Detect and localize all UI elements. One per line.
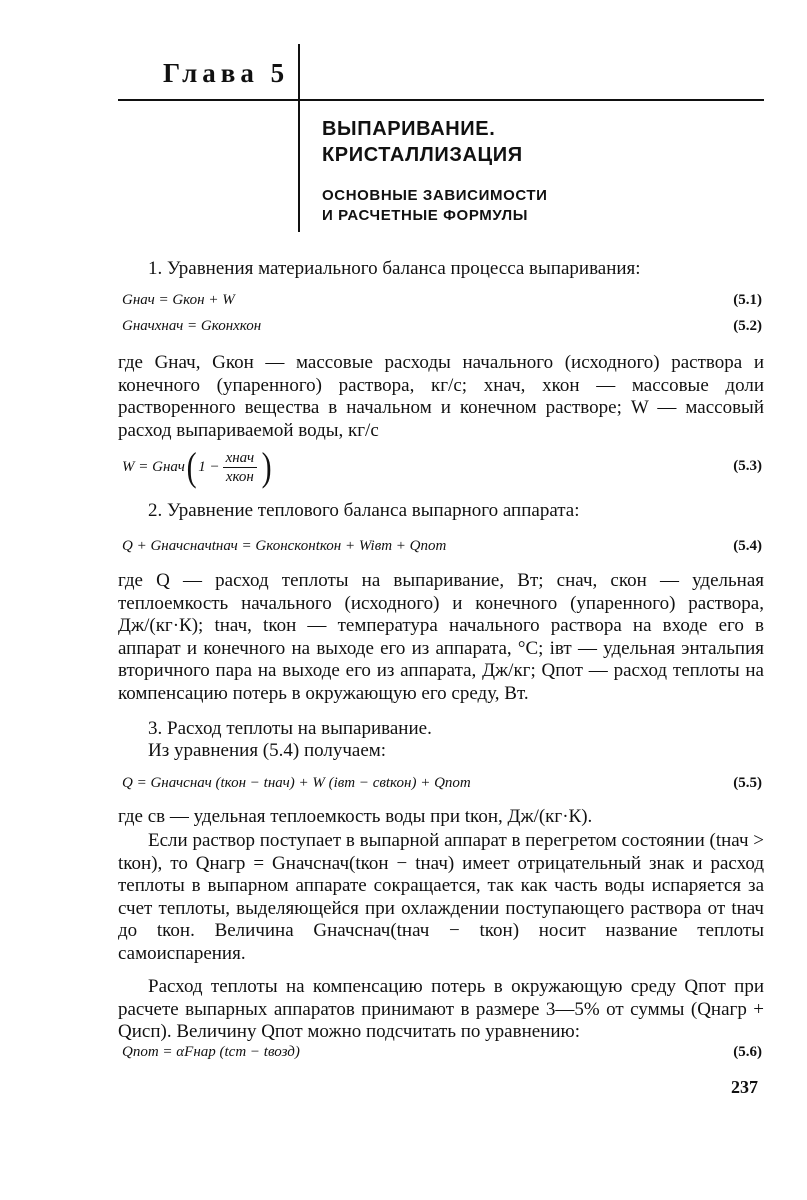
formula-5-4: Q + Gначcначtнач = Gконcконtкон + Wiвт + Qпот	[122, 538, 447, 554]
chapter-label: Глава 5	[163, 58, 290, 88]
formula-5-1: Gнач = Gкон + W	[122, 292, 235, 308]
paragraph-9: Расход теплоты на компенсацию потерь в окружающую среду Qпот при расчете выпарных аппаратов принимают в размере 3—5% от суммы (Qнагр + Qисп). Величину Qпот можно подсчитать по уравнению:	[118, 976, 764, 1042]
header-vertical-rule	[298, 44, 300, 232]
paragraph-8: Если раствор поступает в выпарной аппарат в перегретом состоянии (tнач > tкон), то Qнагр = Gначcнач(tкон − tнач) имеет отрицательный знак и расход теплоты в выпарном аппарате сокращается, так как часть воды испаряется за счет теплоты, выделяющейся при охлаждении поступающего раствора от tнач до tкон. Величина Gначcнач(tнач − tкон) носит название теплоты самоиспарения.	[118, 830, 764, 964]
paragraph-2: где Gнач, Gкон — массовые расходы начального (исходного) раствора и конечного (упаренного) раствора, кг/с; xнач, xкон — массовые доли растворенного вещества в начальном и конечном растворе; W — массовый расход выпариваемой воды, кг/с	[118, 352, 764, 441]
left-paren: (	[186, 444, 197, 489]
formula-5-3	[122, 444, 273, 489]
formula-5-5: Q = Gначcнач (tкон − tнач) + W (iвт − cвtкон) + Qпот	[122, 775, 471, 791]
formula-number-5-2: (5.2)	[733, 318, 762, 334]
paragraph-1: 1. Уравнения материального баланса процесса выпаривания:	[148, 258, 641, 279]
paragraph-4: где Q — расход теплоты на выпаривание, Вт; cнач, cкон — удельная теплоемкость начального (исходного) и конечного (упаренного) раствора, Дж/(кг·К); tнач, tкон — температура начального раствора на входе его в аппарат и конечного на выходе его из аппарата, °С; iвт — удельная энтальпия вторичного пара на выходе его из аппарата, Дж/кг; Qпот — расход теплоты на компенсацию потерь в окружающую его среду, Вт.	[118, 570, 764, 704]
formula-5-6: Qпот = αFнар (tст − tвозд)	[122, 1044, 300, 1060]
formula-number-5-1: (5.1)	[733, 292, 762, 308]
formula-number-5-3: (5.3)	[733, 458, 762, 474]
formula-5-3-one: 1 −	[198, 458, 220, 475]
section-title-line-2: И РАСЧЕТНЫЕ ФОРМУЛЫ	[322, 207, 529, 224]
formula-number-5-5: (5.5)	[733, 775, 762, 791]
header-horizontal-rule	[118, 99, 764, 101]
chapter-title-line-2: КРИСТАЛЛИЗАЦИЯ	[322, 144, 523, 166]
section-title	[322, 186, 548, 226]
formula-number-5-6: (5.6)	[733, 1044, 762, 1060]
fraction-denominator: xкон	[225, 468, 254, 485]
paragraph-7: где cв — удельная теплоемкость воды при tкон, Дж/(кг·К).	[118, 806, 593, 827]
paragraph-5: 3. Расход теплоты на выпаривание.	[148, 718, 432, 739]
paragraph-3: 2. Уравнение теплового баланса выпарного аппарата:	[148, 500, 580, 521]
right-paren: )	[261, 444, 272, 489]
chapter-title-line-1: ВЫПАРИВАНИЕ.	[322, 118, 496, 140]
section-title-line-1: ОСНОВНЫЕ ЗАВИСИМОСТИ	[322, 187, 548, 204]
formula-5-3-left: W = Gнач	[122, 458, 185, 475]
chapter-title	[322, 116, 523, 168]
paragraph-6: Из уравнения (5.4) получаем:	[148, 740, 387, 761]
formula-number-5-4: (5.4)	[733, 538, 762, 554]
fraction	[223, 449, 258, 486]
formula-5-2: Gначxнач = Gконxкон	[122, 318, 262, 334]
fraction-numerator: xнач	[223, 449, 258, 468]
page-number: 237	[731, 1077, 758, 1097]
